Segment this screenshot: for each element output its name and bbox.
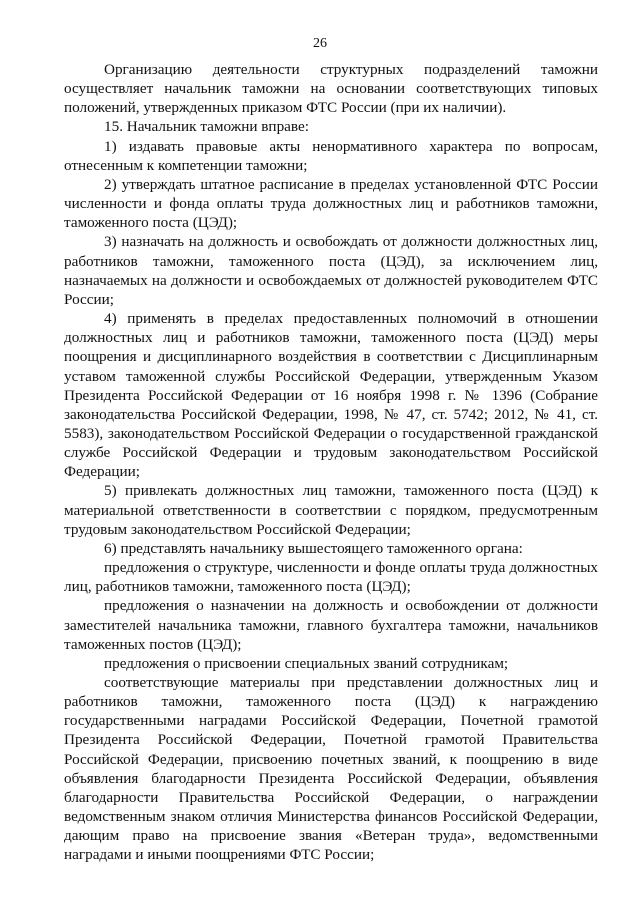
paragraph-item-2: 2) утверждать штатное расписание в пределах установленной ФТС России численности и фонда оплаты труда должностных лиц и работников таможни, таможенного поста (ЦЭД); <box>64 175 598 232</box>
paragraph-item-5: 5) привлекать должностных лиц таможни, таможенного поста (ЦЭД) к материальной ответственности в соответствии с порядком, предусмотренным трудовым законодательством Российской Федерации; <box>64 482 598 538</box>
paragraph-item-6: 6) представлять начальнику вышестоящего таможенного органа: <box>104 539 523 557</box>
paragraph-proposals-structure: предложения о структуре, численности и фонде оплаты труда должностных лиц, работников таможни, таможенного поста (ЦЭД); <box>64 559 598 596</box>
paragraph-item-3: 3) назначать на должность и освобождать от должности должностных лиц, работников таможни, таможенного поста (ЦЭД), за исключением лиц, назначаемых на должности и освобождаемых от должностей руководителем ФТС России; <box>64 233 598 308</box>
paragraph-item-4: 4) применять в пределах предоставленных полномочий в отношении должностных лиц и работников таможни, таможенного поста (ЦЭД) меры поощрения и дисциплинарного воздействия в соответствии с Дисциплинарным уставом таможенной службы Российской Федерации, утвержденным Указом Президента Российской Федерации от 16 ноября 1998 г. № 1396 (Собрание законодательства Российской Федерации, 1998, № 47, ст. 5742; 2012, № 41, ст. 5583), законодательством Российской Федерации о государственной гражданской службе Российской Федерации и трудовым законодательством Российской Федерации; <box>64 310 598 481</box>
paragraph-item-1: 1) издавать правовые акты ненормативного характера по вопросам, отнесенным к компетенции таможни; <box>64 137 598 174</box>
paragraph-award-materials: соответствующие материалы при представлении должностных лиц и работников таможни, таможенного поста (ЦЭД) к награждению государственными наградами Российской Федерации, Почетной грамотой Президента Российской Федерации, Почетной грамотой Правительства Российской Федерации, присвоению почетных званий, к поощрению в виде объявления благодарности Президента Российской Федерации, объявления благодарности Правительства Российской Федерации, о награждении ведомственным знаком отличия Министерства финансов Российской Федерации, дающим право на присвоение звания «Ветеран труда», ведомственными наградами и иными поощрениями ФТС России; <box>64 674 598 864</box>
paragraph-section-15-heading: 15. Начальник таможни вправе: <box>104 118 309 136</box>
paragraph-organization: Организацию деятельности структурных подразделений таможни осуществляет начальник таможни на основании соответствующих типовых положений, утвержденных приказом ФТС России (при их наличии). <box>64 61 598 117</box>
paragraph-proposals-appointment: предложения о назначении на должность и освобождении от должности заместителей начальника таможни, главного бухгалтера таможни, начальников таможенных постов (ЦЭД); <box>64 597 598 653</box>
document-body <box>64 60 598 865</box>
paragraph-proposals-ranks: предложения о присвоении специальных званий сотрудникам; <box>104 654 509 672</box>
page-number: 26 <box>313 36 327 51</box>
